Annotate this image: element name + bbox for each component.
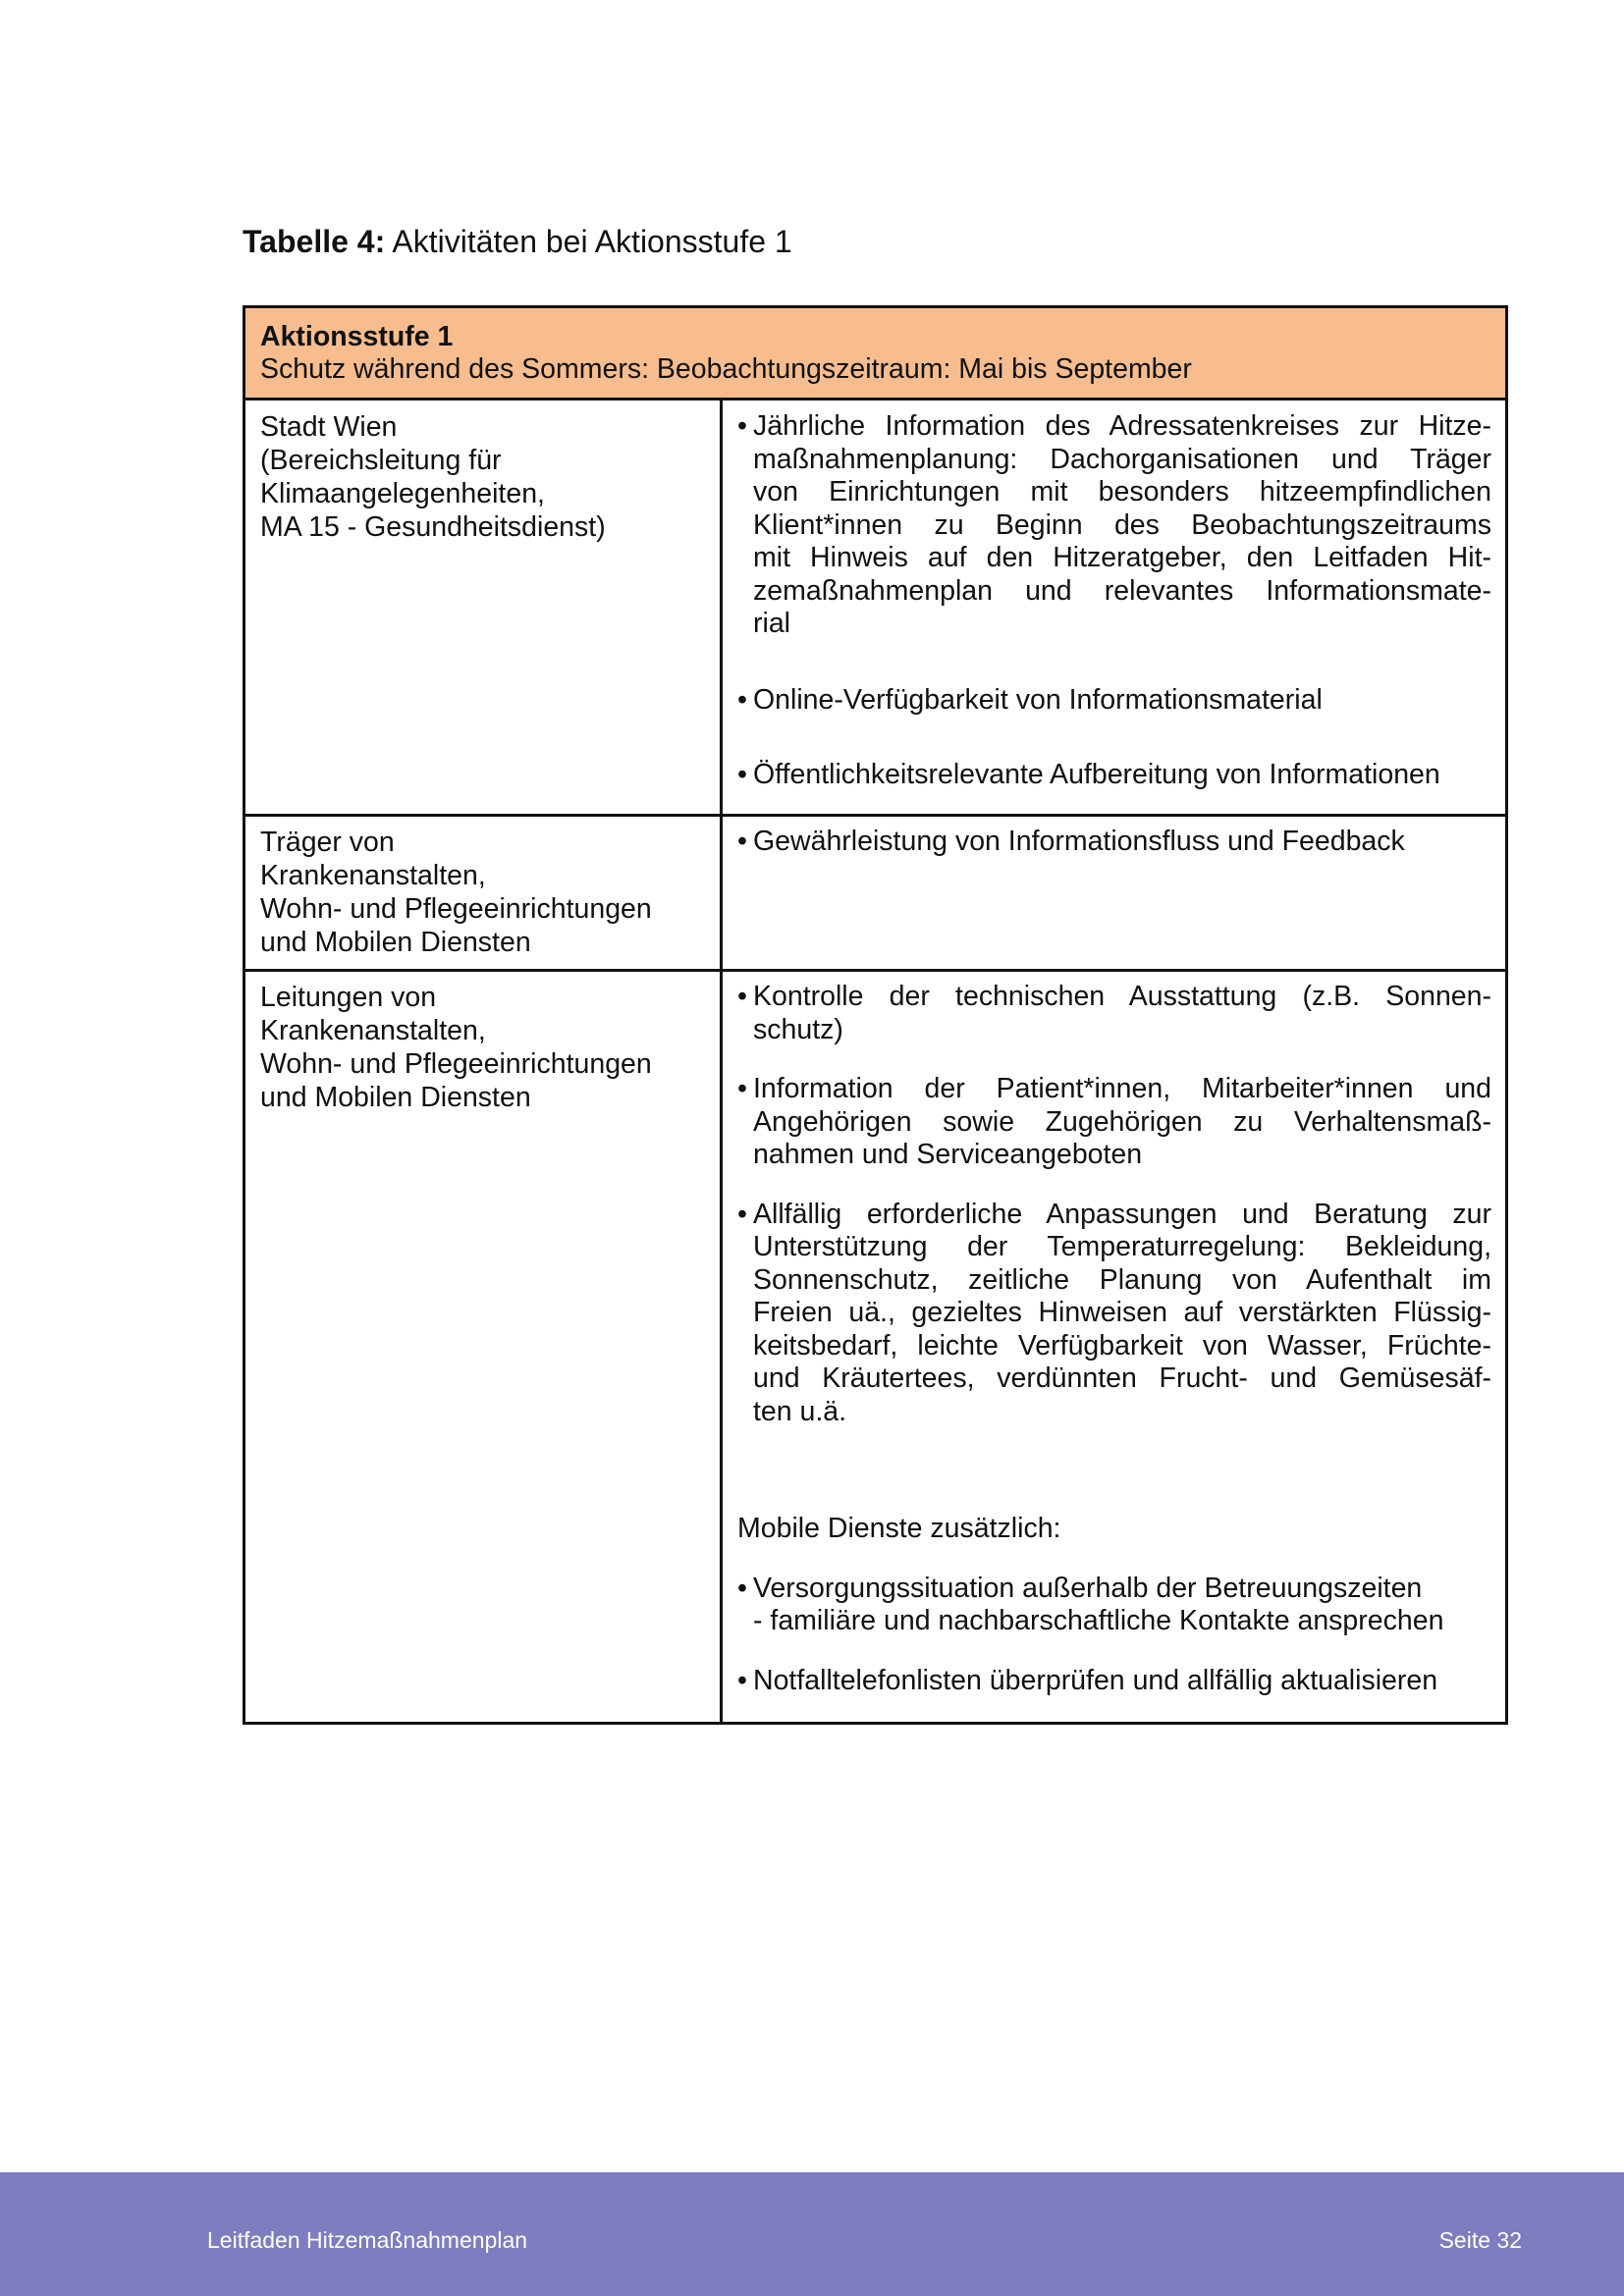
table-row: [245, 972, 1505, 1722]
actor-line: und Mobilen Diensten: [260, 1082, 531, 1113]
activity-line: Online-Verfügbarkeit von Informationsmaterial: [753, 683, 1323, 716]
activity-item: [737, 1573, 1491, 1638]
header-title: Aktionsstufe 1: [260, 321, 454, 352]
bullet-icon: •: [737, 1572, 747, 1604]
activity-item: [737, 981, 1491, 1046]
table-header: [245, 308, 1505, 400]
actor-line: (Bereichsleitung für: [260, 445, 502, 476]
actor-line: Krankenanstalten,: [260, 860, 486, 891]
activities-cell: [723, 972, 1505, 1722]
bullet-icon: •: [737, 981, 747, 1012]
activity-line: mit Hinweis auf den Hitzeratgeber, den Leitfaden Hit-: [753, 542, 1491, 573]
mobile-services-heading: Mobile Dienste zusätzlich:: [737, 1513, 1061, 1544]
actor-line: Wohn- und Pflegeeinrichtungen: [260, 893, 652, 925]
activity-line: Sonnenschutz, zeitliche Planung von Aufenthalt im: [753, 1263, 1491, 1296]
activities-table: [243, 305, 1508, 1725]
activity-line: schutz): [753, 1013, 843, 1045]
actor-line: Wohn- und Pflegeeinrichtungen: [260, 1048, 652, 1080]
activity-line: Notfalltelefonlisten überprüfen und allfällig aktualisieren: [753, 1664, 1438, 1696]
activity-item: [737, 1199, 1491, 1429]
activity-item: [737, 759, 1491, 792]
activity-line: Öffentlichkeitsrelevante Aufbereitung von Informationen: [753, 759, 1440, 790]
actor-line: Leitungen von: [260, 982, 437, 1013]
activity-line: Angehörigen sowie Zugehörigen zu Verhaltensmaß-: [753, 1105, 1491, 1138]
activity-line: nahmen und Serviceangeboten: [753, 1139, 1143, 1170]
caption-label: Tabelle 4:: [243, 224, 386, 259]
activity-line: Kontrolle der technischen Ausstattung (z.B. Sonnen-: [753, 981, 1491, 1012]
activity-line: Jährliche Information des Adressatenkreises zur Hitze-: [753, 410, 1491, 442]
actor-line: MA 15 - Gesundheitsdienst): [260, 511, 606, 543]
activity-line: Freien uä., gezieltes Hinweisen auf verstärkten Flüssig-: [753, 1297, 1491, 1328]
activity-line: rial: [753, 608, 791, 639]
actor-cell: [245, 972, 723, 1722]
footer-page-number: Seite 32: [1438, 2227, 1522, 2253]
activity-line: und Kräutertees, verdünnten Frucht- und Gemüsesäf-: [753, 1362, 1491, 1394]
bullet-icon: •: [737, 410, 747, 442]
activity-line: keitsbedarf, leichte Verfügbarkeit von Wasser, Früchte-: [753, 1329, 1491, 1362]
activity-item: [737, 684, 1491, 718]
bullet-icon: •: [737, 1198, 747, 1230]
header-subtitle: Schutz während des Sommers: Beobachtungszeitraum: Mai bis September: [260, 353, 1192, 385]
activity-line: ten u.ä.: [753, 1395, 847, 1427]
actor-line: Träger von: [260, 827, 395, 858]
activity-line: von Einrichtungen mit besonders hitzeempfindlichen: [753, 476, 1491, 507]
activities-cell: [723, 817, 1505, 969]
page-footer: [0, 2172, 1624, 2296]
activity-line: Gewährleistung von Informationsfluss und Feedback: [753, 826, 1405, 857]
activity-item: [737, 410, 1491, 641]
actor-line: Stadt Wien: [260, 411, 398, 443]
actor-line: Krankenanstalten,: [260, 1015, 486, 1046]
bullet-icon: •: [737, 683, 747, 716]
activity-line: - familiäre und nachbarschaftliche Kontakte ansprechen: [753, 1605, 1444, 1636]
activity-item: [737, 1665, 1491, 1698]
table-caption: [243, 222, 792, 261]
caption-text: Aktivitäten bei Aktionsstufe 1: [392, 224, 792, 259]
activities-cell: [723, 400, 1505, 814]
table-row: [245, 817, 1505, 972]
activity-line: Unterstützung der Temperaturregelung: Bekleidung,: [753, 1231, 1491, 1262]
bullet-icon: •: [737, 1664, 747, 1696]
activity-item: [737, 826, 1491, 859]
activity-line: Klient*innen zu Beginn des Beobachtungszeitraums: [753, 508, 1491, 541]
actor-line: Klimaangelegenheiten,: [260, 478, 545, 509]
bullet-icon: •: [737, 826, 747, 857]
activity-line: Information der Patient*innen, Mitarbeiter*innen und: [753, 1073, 1491, 1104]
activity-line: Versorgungssituation außerhalb der Betreuungszeiten: [753, 1572, 1423, 1604]
actor-cell: [245, 400, 723, 814]
activity-line: Allfällig erforderliche Anpassungen und Beratung zur: [753, 1198, 1491, 1230]
actor-cell: [245, 817, 723, 969]
activity-item: [737, 1073, 1491, 1172]
activity-line: zemaßnahmenplan und relevantes Informationsmate-: [753, 574, 1491, 607]
activity-line: maßnahmenplanung: Dachorganisationen und Träger: [753, 443, 1491, 475]
table-row: [245, 400, 1505, 817]
footer-document-title: Leitfaden Hitzemaßnahmenplan: [207, 2227, 528, 2253]
bullet-icon: •: [737, 759, 747, 790]
bullet-icon: •: [737, 1073, 747, 1104]
actor-line: und Mobilen Diensten: [260, 927, 531, 958]
